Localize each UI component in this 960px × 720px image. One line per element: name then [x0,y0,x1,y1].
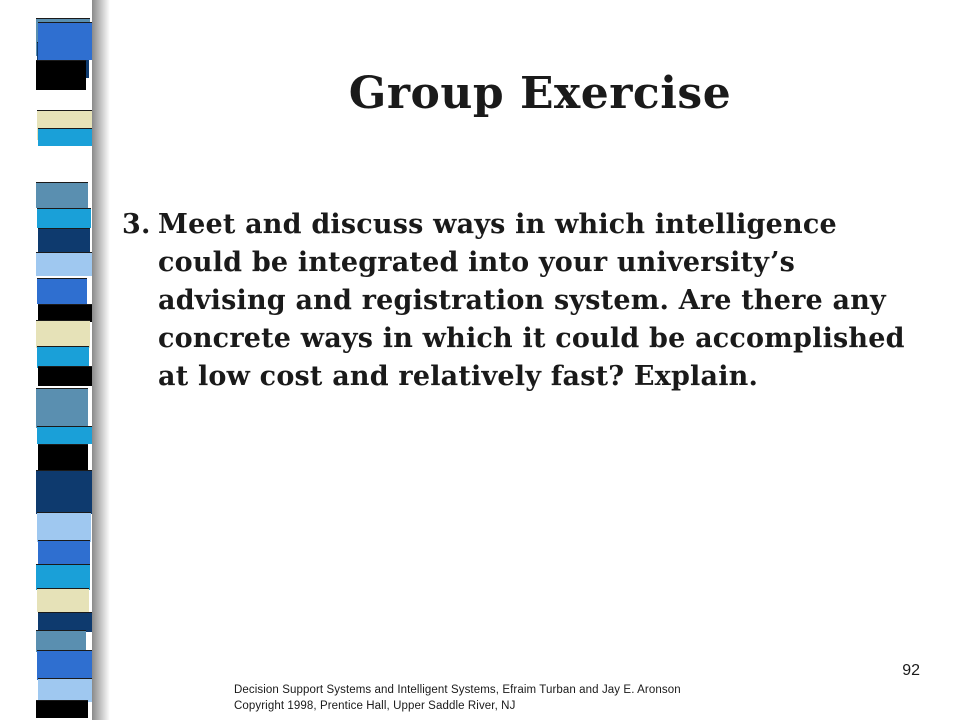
stripe-block [38,678,92,702]
item-text: Meet and discuss ways in which intelligence could be integrated into your university’s advising and registration system. Are there any concrete ways in which it could be accomplished at low cost and relatively fast? Explain. [158,209,905,392]
stripe-block [36,182,88,208]
stripe-block [37,512,91,542]
slide-title: Group Exercise [348,68,732,119]
stripe-block [38,128,92,146]
stripe-block [38,366,92,386]
stripe-block [36,252,92,276]
slide-body [122,206,922,396]
decorative-side-stripe [0,0,120,720]
footer-credit [234,682,681,714]
stripe-block [38,540,90,566]
stripe-block [36,60,86,90]
stripe-shadow [92,0,110,720]
stripe-block [38,444,88,470]
stripe-block [37,278,87,304]
footer-line-1: Decision Support Systems and Intelligent Systems, Efraim Turban and Jay E. Aronson [234,684,681,696]
stripe-block [36,320,90,348]
page-number: 92 [902,662,920,679]
stripe-block [37,588,89,612]
stripe-block [38,612,94,632]
stripe-block [36,630,86,652]
numbered-item [122,206,922,396]
stripe-block [37,208,91,228]
stripe-block [37,426,93,444]
stripe-block [36,470,94,514]
stripe-block [37,346,89,368]
stripe-block [36,564,90,590]
stripe-block [36,700,88,718]
stripe-block [37,650,95,680]
stripe-block [36,388,88,428]
item-number: 3. [122,209,151,240]
stripe-block [38,22,94,60]
footer-line-2: Copyright 1998, Prentice Hall, Upper Saddle River, NJ [234,700,516,712]
